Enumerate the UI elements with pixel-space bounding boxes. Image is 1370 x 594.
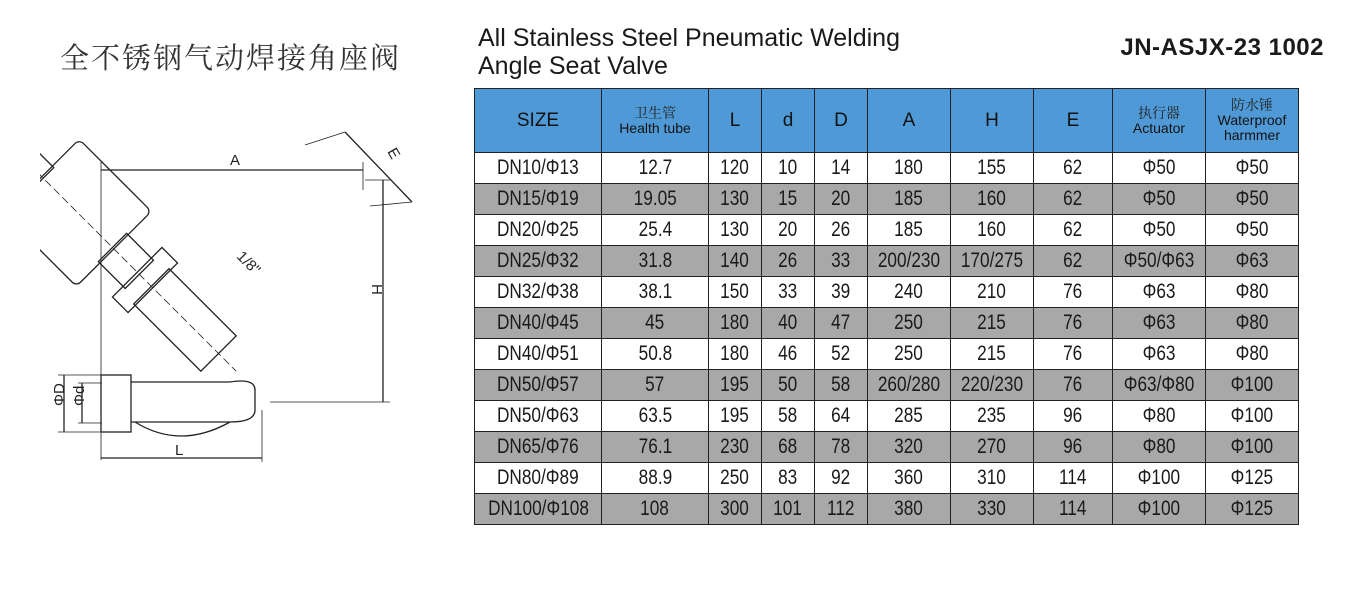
cell-value: 96 bbox=[1063, 435, 1083, 458]
cell-a bbox=[868, 432, 951, 463]
cell-value: Φ80 bbox=[1235, 342, 1269, 365]
cell-h bbox=[951, 370, 1034, 401]
cell-actuator bbox=[1113, 308, 1206, 339]
cell-value: 360 bbox=[894, 466, 924, 489]
header-a: A bbox=[868, 89, 951, 153]
cell-d-large bbox=[815, 339, 868, 370]
cell-value: 160 bbox=[977, 218, 1007, 241]
cell-l bbox=[709, 370, 762, 401]
cell-value: 62 bbox=[1063, 218, 1083, 241]
cell-value: 300 bbox=[720, 497, 750, 520]
cell-d-small bbox=[762, 277, 815, 308]
cell-value: 62 bbox=[1063, 187, 1083, 210]
cell-value: 88.9 bbox=[638, 466, 672, 489]
cell-health-tube bbox=[602, 494, 709, 525]
cell-value: 140 bbox=[720, 249, 750, 272]
cell-actuator bbox=[1113, 370, 1206, 401]
cell-value: 130 bbox=[720, 187, 750, 210]
cell-value: 180 bbox=[720, 342, 750, 365]
cell-value: 230 bbox=[720, 435, 750, 458]
cell-health-tube bbox=[602, 153, 709, 184]
cell-size bbox=[475, 370, 602, 401]
table-header-row bbox=[475, 89, 1299, 153]
cell-value: 310 bbox=[977, 466, 1007, 489]
cell-d-large bbox=[815, 370, 868, 401]
english-title-line2: Angle Seat Valve bbox=[478, 52, 668, 80]
cell-size bbox=[475, 215, 602, 246]
cell-size bbox=[475, 494, 602, 525]
cell-a bbox=[868, 277, 951, 308]
cell-h bbox=[951, 308, 1034, 339]
cell-waterproof-hammer bbox=[1206, 339, 1299, 370]
cell-value: 270 bbox=[977, 435, 1007, 458]
cell-d-large bbox=[815, 494, 868, 525]
cell-d-large bbox=[815, 463, 868, 494]
cell-value: Φ80 bbox=[1235, 280, 1269, 303]
cell-a bbox=[868, 370, 951, 401]
cell-d-small bbox=[762, 246, 815, 277]
cell-value: 15 bbox=[778, 187, 798, 210]
cell-health-tube bbox=[602, 432, 709, 463]
header-d-large: D bbox=[815, 89, 868, 153]
cell-health-tube bbox=[602, 401, 709, 432]
cell-value: Φ50 bbox=[1235, 187, 1269, 210]
model-number: JN-ASJX-23 1002 bbox=[1120, 34, 1324, 61]
cell-health-tube bbox=[602, 246, 709, 277]
cell-d-small bbox=[762, 339, 815, 370]
cell-health-tube bbox=[602, 370, 709, 401]
label-e: E bbox=[383, 145, 404, 163]
cell-h bbox=[951, 339, 1034, 370]
cell-value: 320 bbox=[894, 435, 924, 458]
cell-h bbox=[951, 184, 1034, 215]
cell-value: DN25/Φ32 bbox=[497, 249, 579, 272]
cell-a bbox=[868, 494, 951, 525]
cell-size bbox=[475, 277, 602, 308]
cell-value: 260/280 bbox=[877, 373, 941, 396]
cell-value: 12.7 bbox=[638, 156, 672, 179]
cell-value: 160 bbox=[977, 187, 1007, 210]
cell-value: 195 bbox=[720, 373, 750, 396]
cell-actuator bbox=[1113, 401, 1206, 432]
cell-value: 170/275 bbox=[960, 249, 1024, 272]
cell-value: DN15/Φ19 bbox=[497, 187, 579, 210]
valve-body bbox=[131, 381, 255, 422]
cell-value: 130 bbox=[720, 218, 750, 241]
cell-value: 180 bbox=[720, 311, 750, 334]
cell-l bbox=[709, 184, 762, 215]
cell-value: 64 bbox=[831, 404, 851, 427]
header-e: E bbox=[1034, 89, 1113, 153]
cell-waterproof-hammer bbox=[1206, 184, 1299, 215]
cell-value: 39 bbox=[831, 280, 851, 303]
cell-value: 78 bbox=[831, 435, 851, 458]
cell-h bbox=[951, 215, 1034, 246]
cell-value: DN32/Φ38 bbox=[497, 280, 579, 303]
label-phiD: ΦD bbox=[51, 383, 68, 406]
valve-drawing bbox=[40, 110, 460, 480]
header-health-tube bbox=[602, 89, 709, 153]
cell-value: DN100/Φ108 bbox=[487, 497, 589, 520]
cell-value: 210 bbox=[977, 280, 1007, 303]
table-row bbox=[475, 215, 1299, 246]
cell-value: 285 bbox=[894, 404, 924, 427]
cell-value: 96 bbox=[1063, 404, 1083, 427]
cell-a bbox=[868, 246, 951, 277]
english-title bbox=[478, 24, 900, 80]
cell-health-tube bbox=[602, 463, 709, 494]
cell-d-small bbox=[762, 215, 815, 246]
cell-value: DN20/Φ25 bbox=[497, 218, 579, 241]
label-h: H bbox=[368, 284, 385, 295]
cell-h bbox=[951, 432, 1034, 463]
header-waterproof-hammer bbox=[1206, 89, 1299, 153]
cell-size bbox=[475, 246, 602, 277]
cell-value: 155 bbox=[977, 156, 1007, 179]
cell-value: 185 bbox=[894, 187, 924, 210]
cell-d-large bbox=[815, 215, 868, 246]
cell-value: Φ63 bbox=[1142, 342, 1176, 365]
cell-value: 63.5 bbox=[638, 404, 672, 427]
cell-value: DN40/Φ51 bbox=[497, 342, 579, 365]
cell-e bbox=[1034, 432, 1113, 463]
table-row bbox=[475, 153, 1299, 184]
cell-value: 380 bbox=[894, 497, 924, 520]
label-l: L bbox=[175, 442, 184, 459]
table-row bbox=[475, 401, 1299, 432]
cell-health-tube bbox=[602, 339, 709, 370]
cell-d-small bbox=[762, 370, 815, 401]
cell-value: DN50/Φ63 bbox=[497, 404, 579, 427]
cell-d-large bbox=[815, 432, 868, 463]
cell-l bbox=[709, 153, 762, 184]
cell-health-tube bbox=[602, 184, 709, 215]
cell-h bbox=[951, 277, 1034, 308]
cell-value: 92 bbox=[831, 466, 851, 489]
cell-d-large bbox=[815, 308, 868, 339]
table-row bbox=[475, 463, 1299, 494]
cell-value: Φ100 bbox=[1137, 466, 1181, 489]
cell-waterproof-hammer bbox=[1206, 153, 1299, 184]
cell-value: 20 bbox=[778, 218, 798, 241]
cell-value: 10 bbox=[778, 156, 798, 179]
cell-value: Φ125 bbox=[1230, 466, 1274, 489]
actuator-body bbox=[40, 139, 151, 286]
cell-e bbox=[1034, 494, 1113, 525]
cell-waterproof-hammer bbox=[1206, 401, 1299, 432]
cell-e bbox=[1034, 184, 1113, 215]
cell-size bbox=[475, 308, 602, 339]
cell-value: 52 bbox=[831, 342, 851, 365]
cell-l bbox=[709, 215, 762, 246]
cell-value: Φ63/Φ80 bbox=[1123, 373, 1195, 396]
cell-a bbox=[868, 184, 951, 215]
cell-l bbox=[709, 339, 762, 370]
cell-value: 40 bbox=[778, 311, 798, 334]
cell-value: 215 bbox=[977, 311, 1007, 334]
cell-d-large bbox=[815, 401, 868, 432]
cell-waterproof-hammer bbox=[1206, 215, 1299, 246]
cell-value: 45 bbox=[645, 311, 665, 334]
cell-l bbox=[709, 401, 762, 432]
cell-a bbox=[868, 339, 951, 370]
cell-health-tube bbox=[602, 277, 709, 308]
cell-h bbox=[951, 401, 1034, 432]
cell-e bbox=[1034, 246, 1113, 277]
cell-d-small bbox=[762, 184, 815, 215]
cell-value: Φ100 bbox=[1137, 497, 1181, 520]
cell-actuator bbox=[1113, 432, 1206, 463]
cell-value: 14 bbox=[831, 156, 851, 179]
cell-l bbox=[709, 432, 762, 463]
cell-e bbox=[1034, 277, 1113, 308]
cell-waterproof-hammer bbox=[1206, 370, 1299, 401]
indicator-stem bbox=[40, 138, 54, 189]
cell-value: Φ80 bbox=[1142, 404, 1176, 427]
cell-value: 114 bbox=[1059, 466, 1087, 489]
cell-actuator bbox=[1113, 463, 1206, 494]
cell-value: Φ100 bbox=[1230, 404, 1274, 427]
spec-table bbox=[474, 88, 1299, 525]
cell-value: Φ50 bbox=[1142, 187, 1176, 210]
cell-value: 57 bbox=[645, 373, 665, 396]
cell-size bbox=[475, 184, 602, 215]
table-row bbox=[475, 339, 1299, 370]
cell-l bbox=[709, 494, 762, 525]
label-thread: 1/8" bbox=[233, 247, 264, 279]
cell-value: 38.1 bbox=[638, 280, 672, 303]
cell-value: 76 bbox=[1063, 373, 1083, 396]
table-row bbox=[475, 246, 1299, 277]
cell-d-small bbox=[762, 308, 815, 339]
cell-value: Φ50 bbox=[1235, 156, 1269, 179]
table-row bbox=[475, 277, 1299, 308]
dim-e-line bbox=[345, 132, 412, 202]
cell-value: Φ50 bbox=[1142, 218, 1176, 241]
cell-waterproof-hammer bbox=[1206, 277, 1299, 308]
cell-value: Φ63 bbox=[1142, 280, 1176, 303]
pipe-left-end bbox=[101, 375, 131, 432]
cell-size bbox=[475, 463, 602, 494]
cell-l bbox=[709, 463, 762, 494]
header-health-cn: 卫生管 bbox=[634, 104, 676, 121]
cell-value: 33 bbox=[831, 249, 851, 272]
cell-value: Φ100 bbox=[1230, 373, 1274, 396]
cell-value: 19.05 bbox=[633, 187, 677, 210]
cell-value: 235 bbox=[977, 404, 1007, 427]
cell-value: 250 bbox=[894, 342, 924, 365]
cell-health-tube bbox=[602, 215, 709, 246]
cell-d-large bbox=[815, 184, 868, 215]
cell-value: DN10/Φ13 bbox=[497, 156, 579, 179]
cell-a bbox=[868, 308, 951, 339]
cell-value: Φ50 bbox=[1142, 156, 1176, 179]
cell-size bbox=[475, 339, 602, 370]
cell-actuator bbox=[1113, 277, 1206, 308]
header-actuator bbox=[1113, 89, 1206, 153]
cell-value: 68 bbox=[778, 435, 798, 458]
header-hammer-en2: harmmer bbox=[1223, 127, 1280, 143]
cell-value: 50.8 bbox=[638, 342, 672, 365]
cell-value: 120 bbox=[720, 156, 750, 179]
cell-value: 62 bbox=[1063, 249, 1083, 272]
cell-actuator bbox=[1113, 339, 1206, 370]
table-row bbox=[475, 432, 1299, 463]
cell-size bbox=[475, 401, 602, 432]
cell-value: Φ80 bbox=[1235, 311, 1269, 334]
cell-d-small bbox=[762, 494, 815, 525]
cell-value: 25.4 bbox=[638, 218, 672, 241]
cell-l bbox=[709, 308, 762, 339]
cell-value: 185 bbox=[894, 218, 924, 241]
label-a: A bbox=[230, 152, 241, 169]
cell-d-large bbox=[815, 277, 868, 308]
cell-e bbox=[1034, 370, 1113, 401]
cell-actuator bbox=[1113, 215, 1206, 246]
cell-value: 250 bbox=[894, 311, 924, 334]
cell-value: 83 bbox=[778, 466, 798, 489]
cell-value: 76 bbox=[1063, 311, 1083, 334]
cell-value: 76 bbox=[1063, 342, 1083, 365]
cell-d-small bbox=[762, 432, 815, 463]
cell-actuator bbox=[1113, 153, 1206, 184]
english-title-line1: All Stainless Steel Pneumatic Welding bbox=[478, 24, 900, 52]
cell-e bbox=[1034, 339, 1113, 370]
cell-value: Φ80 bbox=[1142, 435, 1176, 458]
cell-value: Φ100 bbox=[1230, 435, 1274, 458]
cell-value: 76 bbox=[1063, 280, 1083, 303]
cell-l bbox=[709, 277, 762, 308]
cell-value: 112 bbox=[827, 497, 855, 520]
cell-value: 33 bbox=[778, 280, 798, 303]
cell-value: DN65/Φ76 bbox=[497, 435, 579, 458]
cell-d-large bbox=[815, 153, 868, 184]
cell-value: 200/230 bbox=[877, 249, 941, 272]
cell-waterproof-hammer bbox=[1206, 432, 1299, 463]
cell-value: 330 bbox=[977, 497, 1007, 520]
header-l: L bbox=[709, 89, 762, 153]
cell-size bbox=[475, 153, 602, 184]
cell-h bbox=[951, 463, 1034, 494]
header-d-small: d bbox=[762, 89, 815, 153]
cell-value: DN80/Φ89 bbox=[497, 466, 579, 489]
header-actuator-en: Actuator bbox=[1132, 119, 1186, 136]
cell-value: 62 bbox=[1063, 156, 1083, 179]
cell-value: 58 bbox=[831, 373, 851, 396]
cell-value: 108 bbox=[640, 497, 670, 520]
cell-value: 114 bbox=[1059, 497, 1087, 520]
table-row bbox=[475, 184, 1299, 215]
cell-e bbox=[1034, 153, 1113, 184]
cell-health-tube bbox=[602, 308, 709, 339]
cell-value: 220/230 bbox=[960, 373, 1024, 396]
cell-value: 215 bbox=[977, 342, 1007, 365]
cell-value: 240 bbox=[894, 280, 924, 303]
cell-value: Φ63 bbox=[1142, 311, 1176, 334]
cell-e bbox=[1034, 308, 1113, 339]
cell-value: DN50/Φ57 bbox=[497, 373, 579, 396]
cell-value: 31.8 bbox=[638, 249, 672, 272]
header-size: SIZE bbox=[475, 89, 602, 153]
table-row bbox=[475, 308, 1299, 339]
cell-value: Φ50/Φ63 bbox=[1123, 249, 1195, 272]
label-phid: Φd bbox=[71, 385, 88, 406]
header-health-en: Health tube bbox=[619, 119, 691, 136]
cell-size bbox=[475, 432, 602, 463]
cell-value: 20 bbox=[831, 187, 851, 210]
cell-actuator bbox=[1113, 494, 1206, 525]
cell-value: 150 bbox=[720, 280, 750, 303]
cell-a bbox=[868, 463, 951, 494]
cell-waterproof-hammer bbox=[1206, 494, 1299, 525]
header-hammer-cn: 防水锤 bbox=[1231, 97, 1273, 113]
cell-value: 26 bbox=[778, 249, 798, 272]
table-row bbox=[475, 494, 1299, 525]
cell-value: Φ125 bbox=[1230, 497, 1274, 520]
cell-value: 180 bbox=[894, 156, 924, 179]
cell-d-large bbox=[815, 246, 868, 277]
cell-h bbox=[951, 494, 1034, 525]
cell-value: Φ50 bbox=[1235, 218, 1269, 241]
cell-actuator bbox=[1113, 246, 1206, 277]
cell-a bbox=[868, 153, 951, 184]
header-actuator-cn: 执行器 bbox=[1138, 104, 1180, 121]
cell-h bbox=[951, 246, 1034, 277]
cell-value: 46 bbox=[778, 342, 798, 365]
chinese-title: 全不锈钢气动焊接角座阀 bbox=[60, 41, 402, 75]
cell-value: 195 bbox=[720, 404, 750, 427]
table-row bbox=[475, 370, 1299, 401]
cell-waterproof-hammer bbox=[1206, 308, 1299, 339]
cell-d-small bbox=[762, 401, 815, 432]
header-hammer-en1: Waterproof bbox=[1217, 112, 1287, 128]
header-h: H bbox=[951, 89, 1034, 153]
cell-value: 47 bbox=[831, 311, 851, 334]
cell-e bbox=[1034, 215, 1113, 246]
cell-value: Φ63 bbox=[1235, 249, 1269, 272]
cell-value: 58 bbox=[778, 404, 798, 427]
cell-h bbox=[951, 153, 1034, 184]
cell-value: 250 bbox=[720, 466, 750, 489]
cell-value: 26 bbox=[831, 218, 851, 241]
cell-value: DN40/Φ45 bbox=[497, 311, 579, 334]
cell-value: 76.1 bbox=[638, 435, 672, 458]
cell-e bbox=[1034, 401, 1113, 432]
cell-actuator bbox=[1113, 184, 1206, 215]
cell-l bbox=[709, 246, 762, 277]
cell-d-small bbox=[762, 463, 815, 494]
cell-waterproof-hammer bbox=[1206, 246, 1299, 277]
cell-a bbox=[868, 401, 951, 432]
cell-d-small bbox=[762, 153, 815, 184]
cell-waterproof-hammer bbox=[1206, 463, 1299, 494]
cell-value: 50 bbox=[778, 373, 798, 396]
cell-a bbox=[868, 215, 951, 246]
cell-value: 101 bbox=[773, 497, 803, 520]
cell-e bbox=[1034, 463, 1113, 494]
